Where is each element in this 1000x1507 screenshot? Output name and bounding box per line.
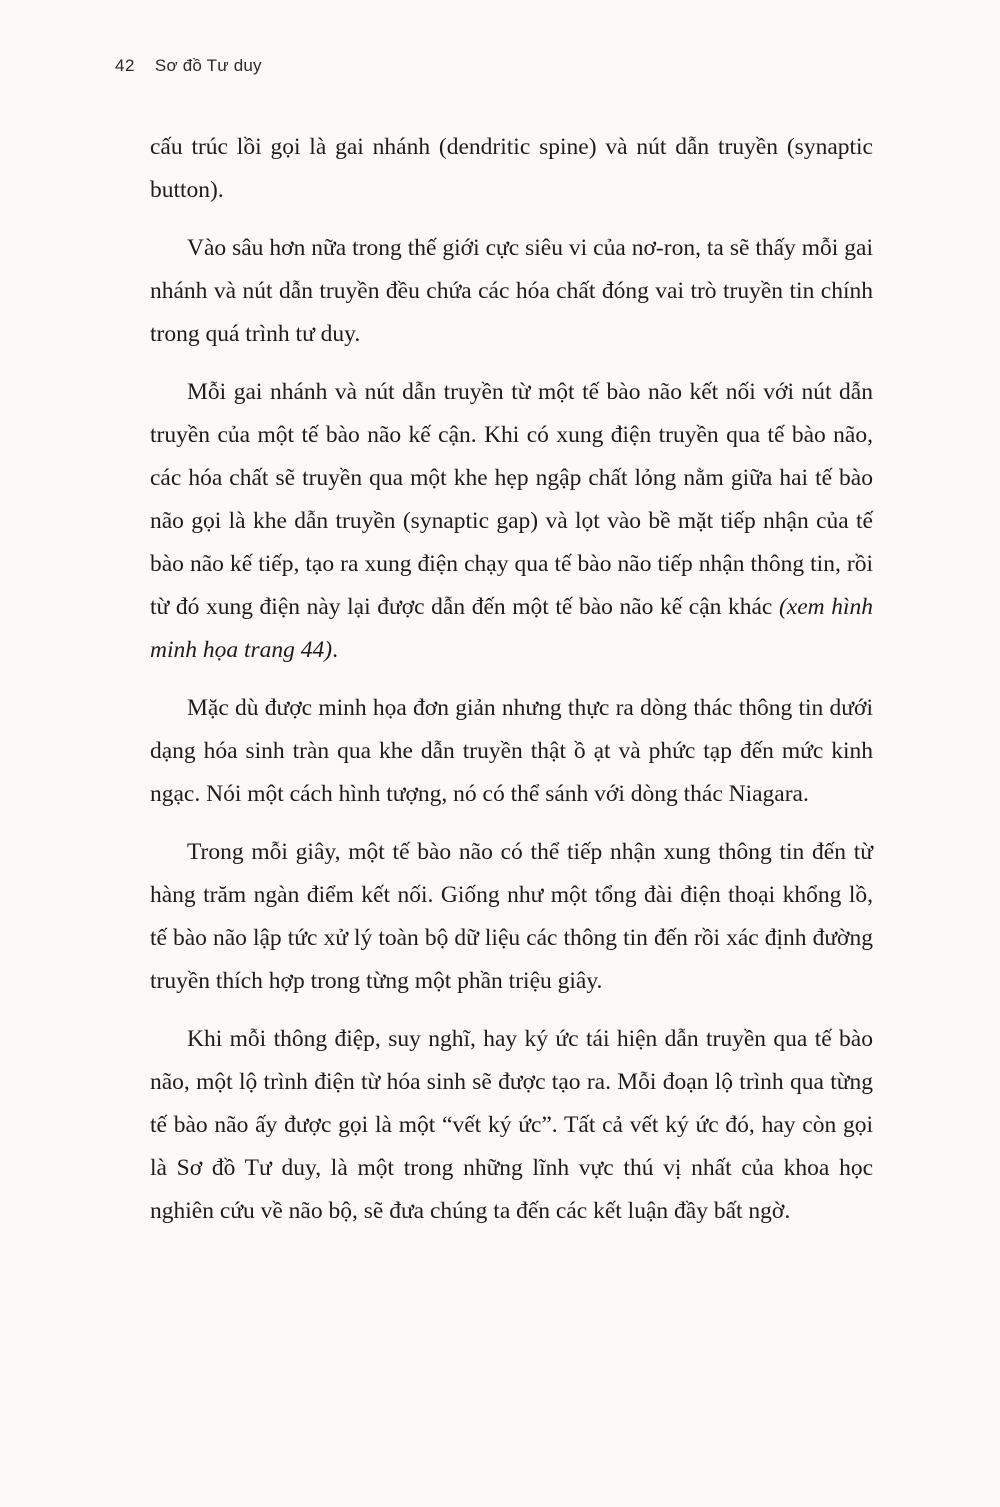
- paragraph: [150, 371, 873, 672]
- text-run: Trong mỗi giây, một tế bào não có thể tiếp nhận xung thông tin đến từ hàng trăm ngàn điểm kết nối. Giống như một tổng đài điện thoại khổng lồ, tế bào não lập tức xử lý toàn bộ dữ liệu các thông tin đến rồi xác định đường truyền thích hợp trong từng một phần triệu giây.: [150, 839, 873, 994]
- running-header: [115, 56, 262, 76]
- paragraph: [150, 831, 873, 1003]
- page-number: 42: [115, 56, 135, 75]
- chapter-title: Sơ đồ Tư duy: [154, 56, 262, 75]
- body-text: [150, 126, 873, 1248]
- text-run: Khi mỗi thông điệp, suy nghĩ, hay ký ức tái hiện dẫn truyền qua tế bào não, một lộ trình điện từ hóa sinh sẽ được tạo ra. Mỗi đoạn lộ trình qua từng tế bào não ấy được gọi là một “vết ký ức”. Tất cả vết ký ức đó, hay còn gọi là Sơ đồ Tư duy, là một trong những lĩnh vực thú vị nhất của khoa học nghiên cứu về não bộ, sẽ đưa chúng ta đến các kết luận đầy bất ngờ.: [150, 1026, 873, 1224]
- paragraph: [150, 687, 873, 816]
- text-run: Mỗi gai nhánh và nút dẫn truyền từ một tế bào não kết nối với nút dẫn truyền của một tế bào não kế cận. Khi có xung điện truyền qua tế bào não, các hóa chất sẽ truyền qua một khe hẹp ngập chất lỏng nằm giữa hai tế bào não gọi là khe dẫn truyền (synaptic gap) và lọt vào bề mặt tiếp nhận của tế bào não kế tiếp, tạo ra xung điện chạy qua tế bào não tiếp nhận thông tin, rồi từ đó xung điện này lại được dẫn đến một tế bào não kế cận khác: [150, 379, 873, 620]
- paragraph: [150, 126, 873, 212]
- text-run: cấu trúc lồi gọi là gai nhánh (dendritic spine) và nút dẫn truyền (synaptic button).: [150, 134, 873, 203]
- text-run: Vào sâu hơn nữa trong thế giới cực siêu vi của nơ-ron, ta sẽ thấy mỗi gai nhánh và nút dẫn truyền đều chứa các hóa chất đóng vai trò truyền tin chính trong quá trình tư duy.: [150, 235, 873, 347]
- paragraph: [150, 227, 873, 356]
- text-run: Mặc dù được minh họa đơn giản nhưng thực ra dòng thác thông tin dưới dạng hóa sinh tràn qua khe dẫn truyền thật ồ ạt và phức tạp đến mức kinh ngạc. Nói một cách hình tượng, nó có thể sánh với dòng thác Niagara.: [150, 695, 873, 807]
- italic-text: (xem hình minh họa trang 44): [150, 594, 874, 663]
- text-run: .: [332, 637, 338, 663]
- paragraph: [150, 1018, 873, 1233]
